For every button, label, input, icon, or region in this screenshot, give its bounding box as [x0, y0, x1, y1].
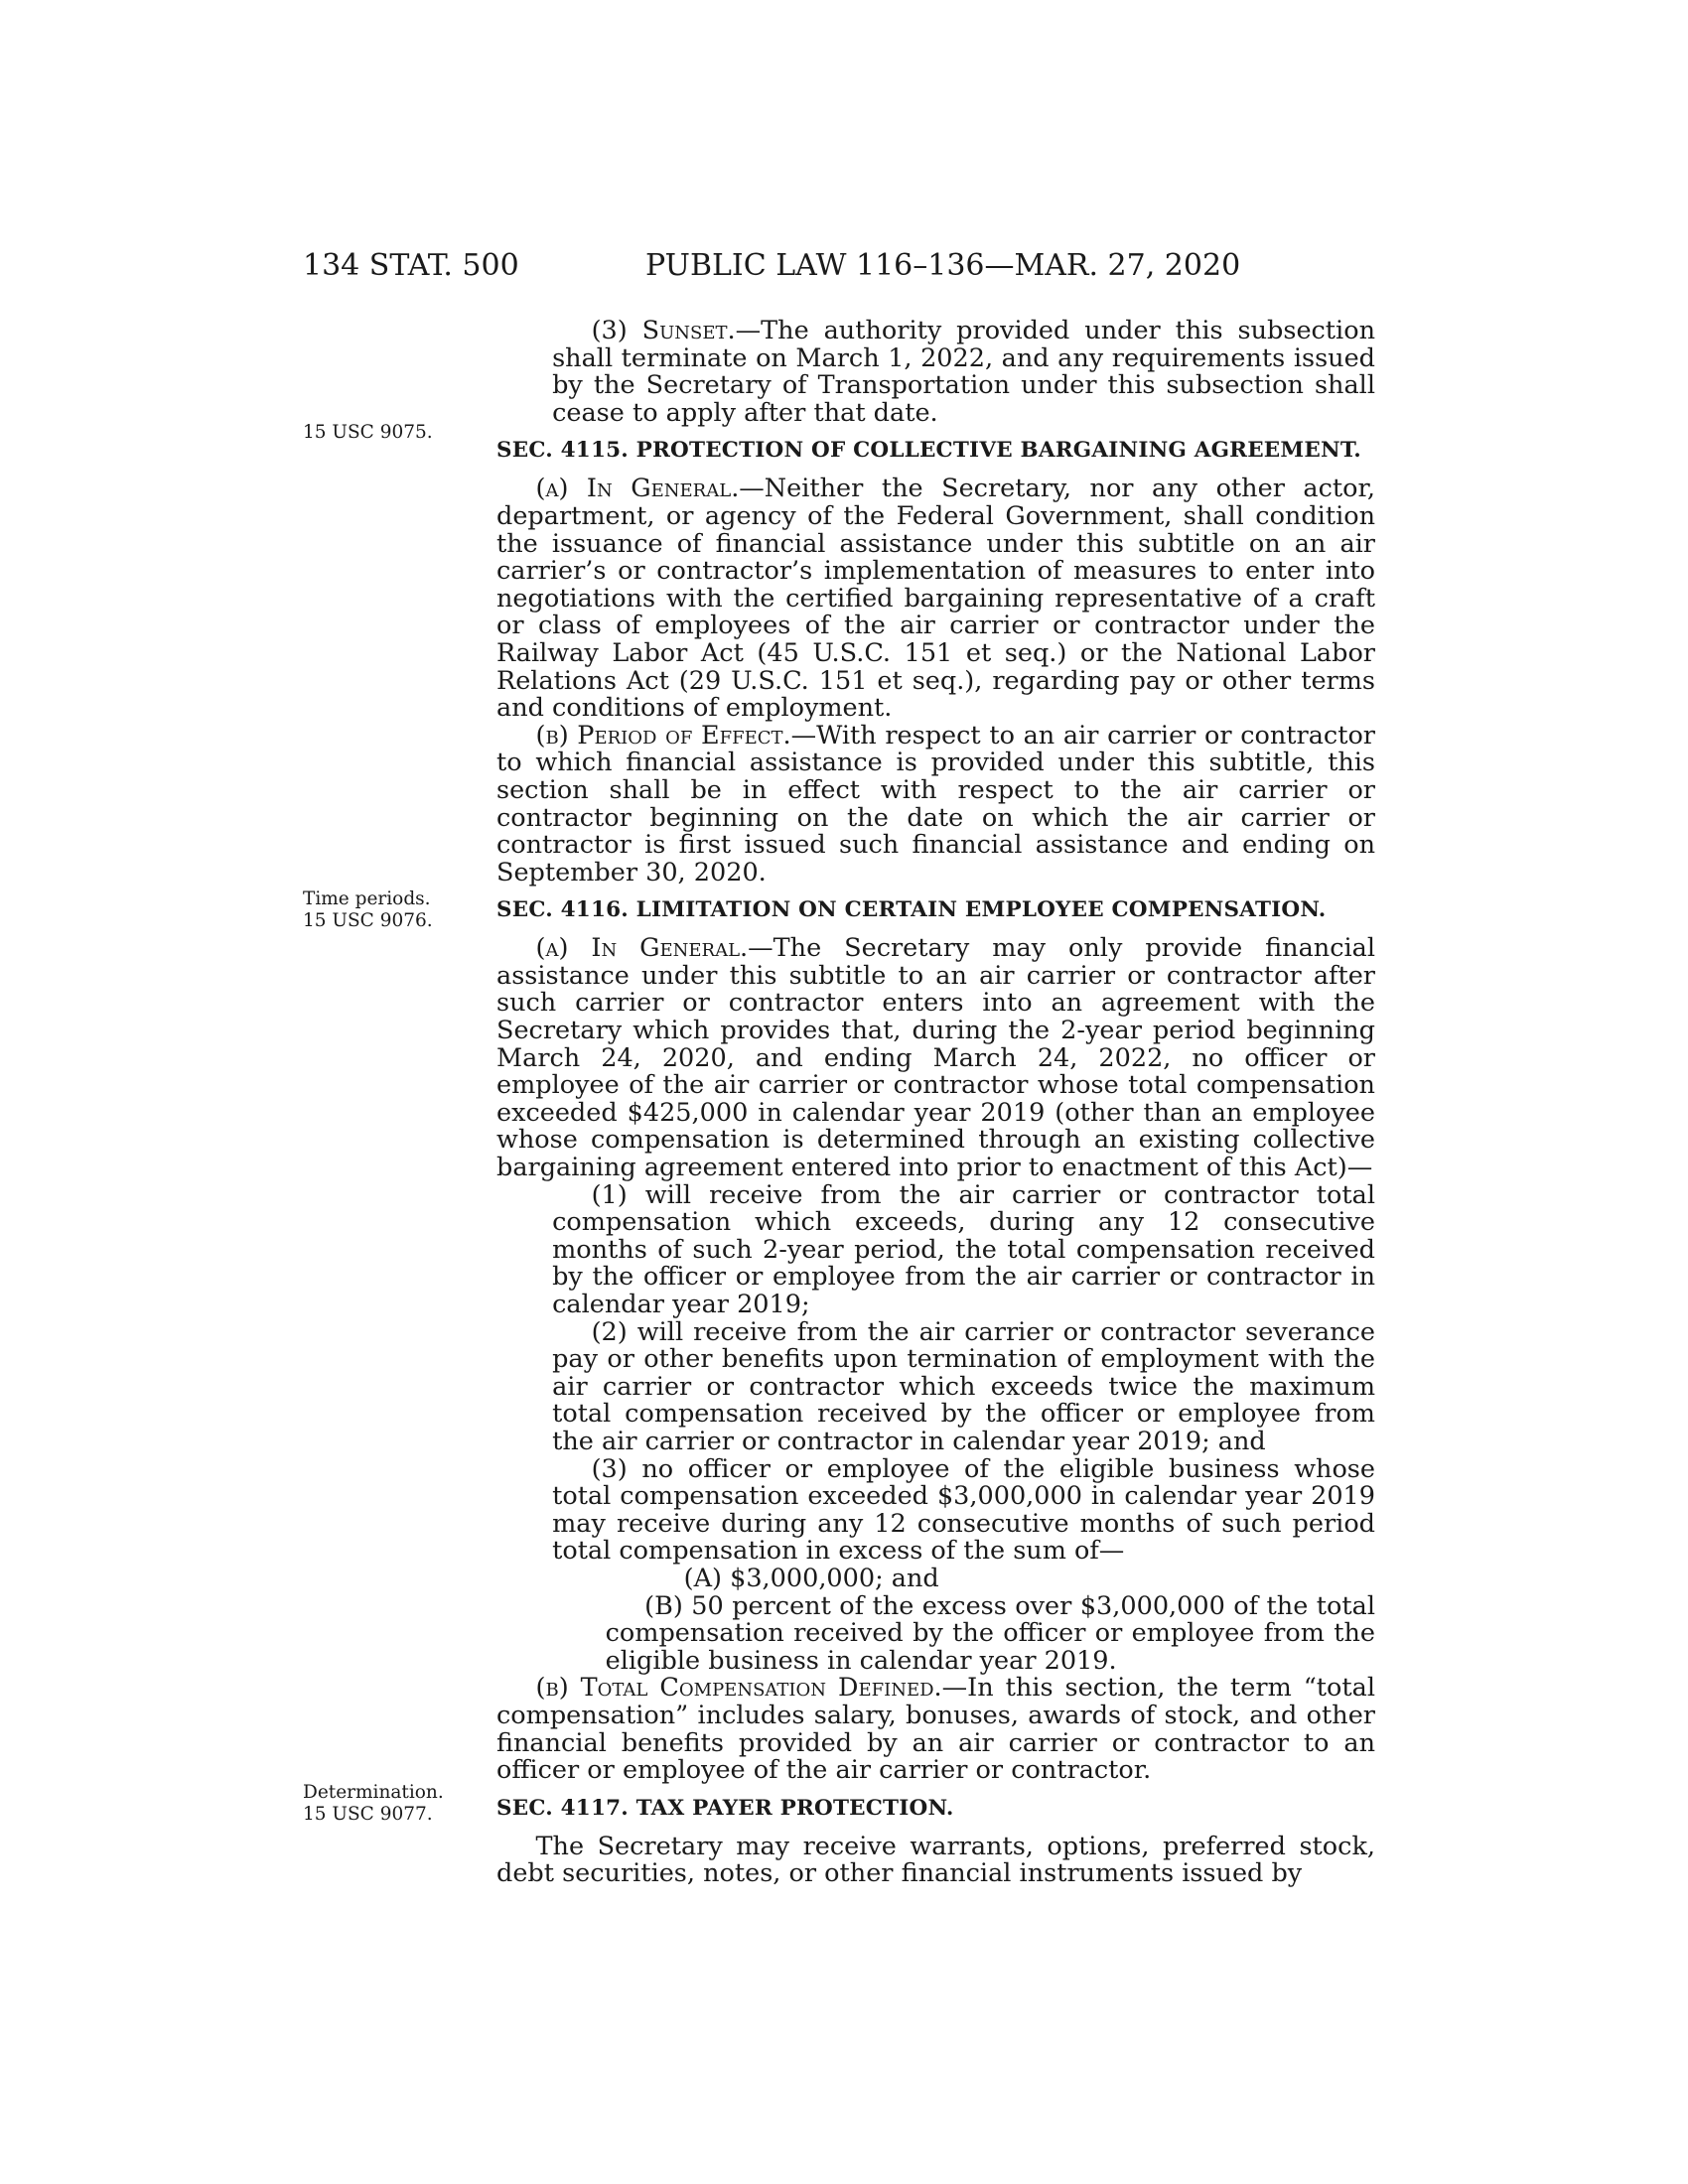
margin-note-4117: [303, 1782, 487, 1826]
margin-note-4115: [303, 422, 487, 444]
paragraph-4116-a-3: (3) no officer or employee of the eligible business whose total compensation exceeded $3,000,000 in calendar year 2019 may receive during any 12 consecutive months of such period total compensation in excess of the sum of—: [552, 1453, 1375, 1567]
text-4115-b: —With respect to an air carrier or contractor to which financial assistance is provided under this subtitle, this section shall be in effect with respect to the air carrier or contractor beginning on the date on which the air carrier or contractor is first issued such financial assistance and ending on September 30, 2020.: [496, 720, 1375, 887]
label-4116-b: (b) Total Compensation Defined.: [535, 1673, 942, 1704]
paragraph-4116-a-1: (1) will receive from the air carrier or contractor total compensation which exceeds, during any 12 consecutive months of such 2-year period, the total compensation received by the officer or employee from the air carrier or contractor in calendar year 2019;: [552, 1179, 1375, 1319]
paragraph-4116-a-3-A: [496, 1563, 1375, 1593]
statute-page-number: 134 STAT. 500: [303, 248, 519, 283]
margin-note-4116: [303, 888, 487, 932]
sunset-text: —The authority provided under this subsection shall terminate on March 1, 2022, and any requirements issued by the Secretary of Transportation under this subsection shall cease to apply after that date.: [552, 316, 1375, 428]
section-heading-4117: SEC. 4117. TAX PAYER PROTECTION.: [496, 1795, 954, 1821]
sunset-label: (3) Sunset.: [591, 316, 736, 345]
paragraph-4115-a: [496, 476, 1375, 722]
label-4116-a: (a) In General.: [535, 933, 749, 964]
document-body: [496, 318, 1375, 1888]
margin-note-usc-9076: 15 USC 9076.: [303, 910, 433, 931]
paragraph-4115-b: [496, 720, 1375, 887]
paragraph-4116-a-3-B: (B) 50 percent of the excess over $3,000,000 of the total compensation received by the officer or employee from the eligible business in calendar year 2019.: [605, 1590, 1375, 1676]
running-head-title: PUBLIC LAW 116–136—MAR. 27, 2020: [645, 248, 1241, 283]
text-4116-a: —The Secretary may only provide financial assistance under this subtitle to an air carrier or contractor after such carrier or contractor enters into an agreement with the Secretary which provides that, during the 2-year period beginning March 24, 2020, and ending March 24, 2022, no officer or employee of the air carrier or contractor whose total compensation exceeded $425,000 in calendar year 2019 (other than an employee whose compensation is determined through an existing collective bargaining agreement entered into prior to enactment of this Act)—: [496, 933, 1375, 1183]
text-4115-a: —Neither the Secretary, nor any other actor, department, or agency of the Federal Government, shall condition the issuance of financial assistance under this subtitle on an air carrier’s or contractor’s implementation of measures to enter into negotiations with the certified bargaining representative of a craft or class of employees of the air carrier or contractor under the Railway Labor Act (45 U.S.C. 151 et seq.) or the National Labor Relations Act (29 U.S.C. 151 et seq.), regarding pay or other terms and conditions of employment.: [496, 474, 1375, 724]
margin-note-usc-9075: 15 USC 9075.: [303, 422, 433, 443]
label-4115-a: (a) In General.: [535, 474, 740, 504]
section-heading-4116: SEC. 4116. LIMITATION ON CERTAIN EMPLOYEE COMPENSATION.: [496, 897, 1327, 923]
label-4115-b: (b) Period of Effect.: [535, 720, 791, 751]
page-header: [0, 248, 1688, 288]
paragraph-4116-a: [496, 935, 1375, 1181]
paragraph-4116-a-2: (2) will receive from the air carrier or contractor severance pay or other benefits upon termination of employment with the air carrier or contractor which exceeds twice the maximum total compensation received by the officer or employee from the air carrier or contractor in calendar year 2019; and: [552, 1316, 1375, 1456]
margin-note-time-periods: Time periods.: [303, 888, 431, 909]
paragraph-sunset: [496, 318, 1375, 427]
text-4116-a-3-A: (A) $3,000,000; and: [683, 1563, 939, 1593]
section-heading-4115: SEC. 4115. PROTECTION OF COLLECTIVE BARGAINING AGREEMENT.: [496, 438, 1361, 464]
paragraph-4117: The Secretary may receive warrants, options, preferred stock, debt securities, notes, or other financial instruments issued by: [496, 1831, 1375, 1889]
paragraph-4116-b: [496, 1675, 1375, 1784]
text-4116-b: —In this section, the term “total compensation” includes salary, bonuses, awards of stock, and other financial benefits provided by an air carrier or contractor to an officer or employee of the air carrier or contractor.: [496, 1673, 1375, 1786]
margin-note-determination: Determination.: [303, 1782, 444, 1803]
margin-note-usc-9077: 15 USC 9077.: [303, 1804, 433, 1825]
